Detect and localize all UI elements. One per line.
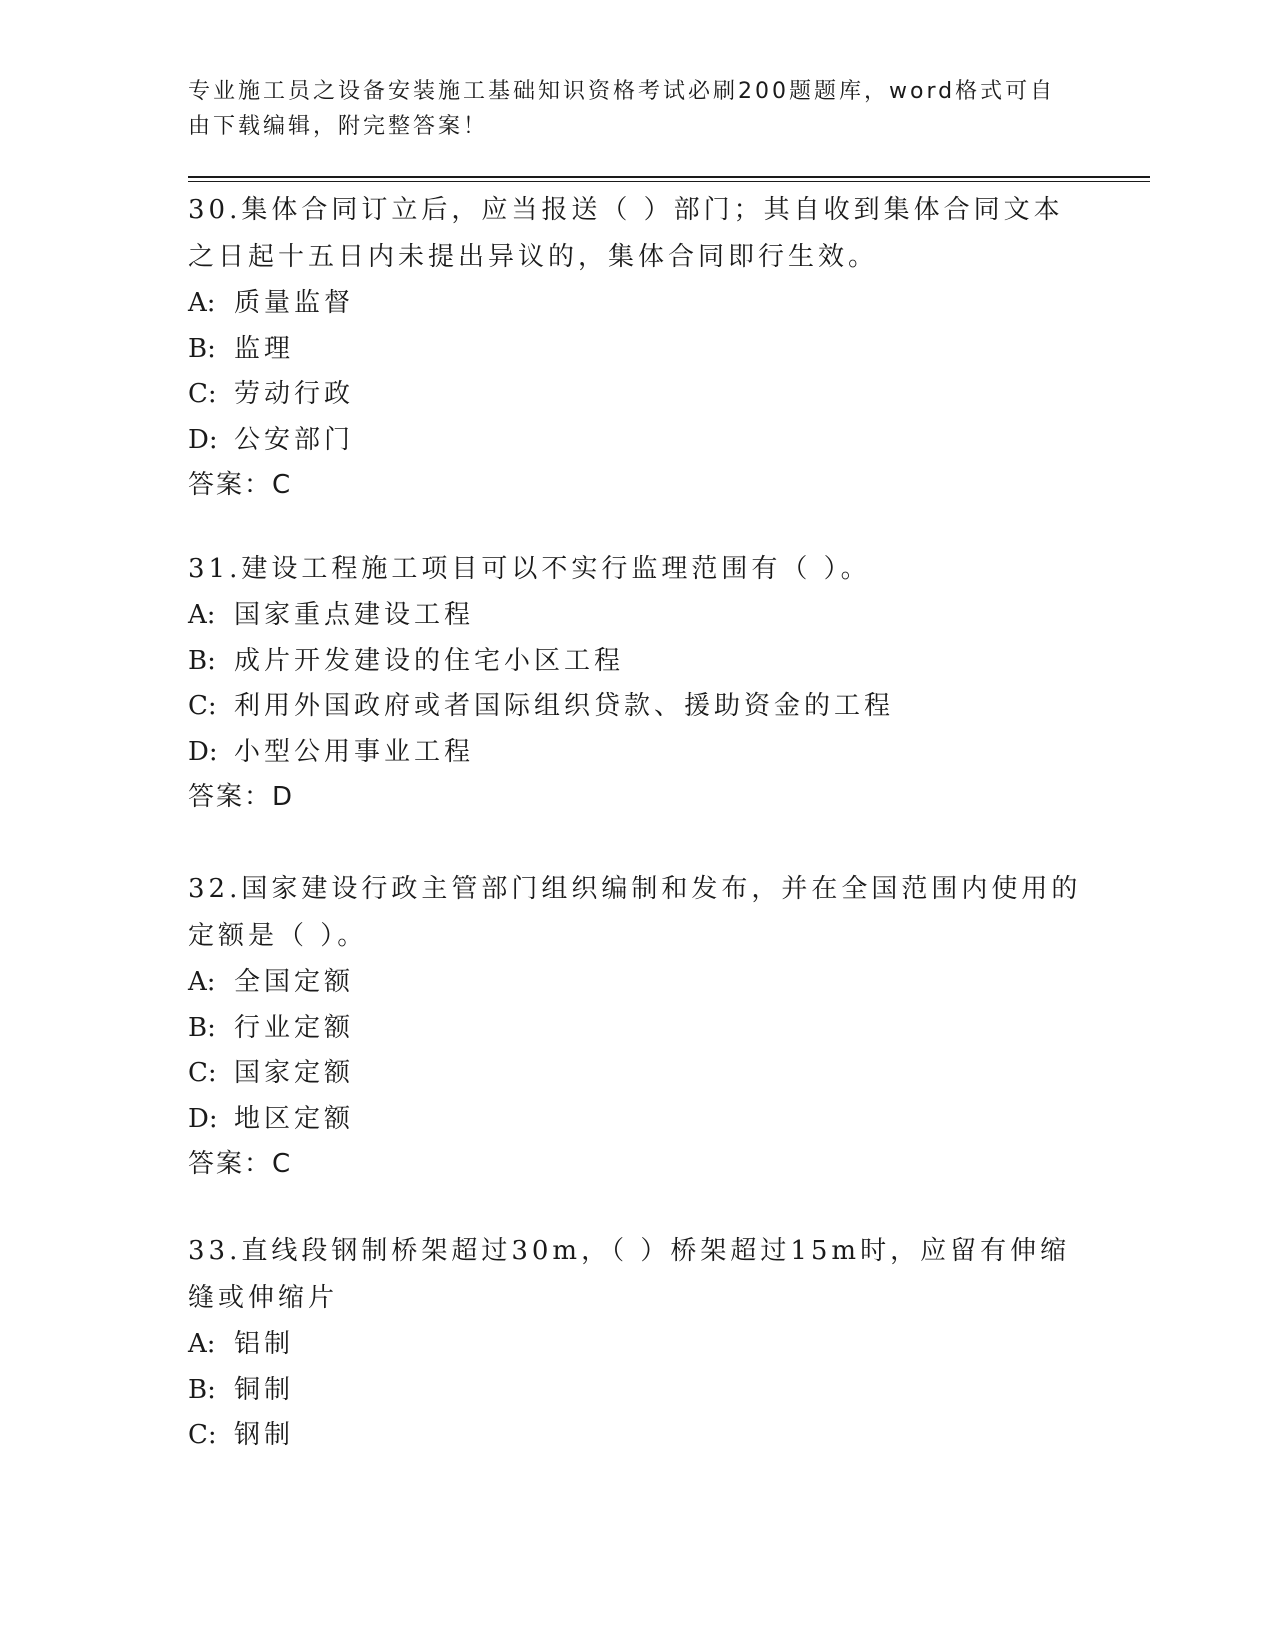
option-key: D: — [188, 1103, 218, 1134]
option-text: 监理 — [234, 333, 295, 364]
option-c — [188, 1413, 1088, 1459]
header-divider-thick — [188, 176, 1150, 178]
option-a — [188, 1322, 1088, 1368]
question-stem: 32.国家建设行政主管部门组织编制和发布，并在全国范围内使用的定额是（ ）。 — [188, 874, 1082, 951]
option-key: D: — [188, 736, 218, 767]
option-text: 铜制 — [234, 1374, 295, 1405]
question-33 — [188, 1228, 1088, 1459]
option-c — [188, 372, 1088, 418]
option-key: D: — [188, 424, 218, 455]
option-key: B: — [188, 645, 216, 676]
option-b — [188, 639, 1088, 685]
option-b — [188, 1368, 1088, 1414]
option-key: C: — [188, 1420, 217, 1450]
option-text: 公安部门 — [234, 424, 355, 455]
question-stem: 31.建设工程施工项目可以不实行监理范围有（ ）。 — [188, 554, 871, 584]
option-key: A: — [188, 288, 216, 318]
option-text: 行业定额 — [234, 1012, 355, 1043]
option-text: 钢制 — [234, 1420, 295, 1450]
answer-label: 答案：D — [188, 782, 295, 812]
option-key: A: — [188, 600, 216, 630]
option-key: B: — [188, 1012, 216, 1043]
question-stem: 33.直线段钢制桥架超过30m，（ ）桥架超过15m时，应留有伸缩缝或伸缩片 — [188, 1236, 1071, 1313]
option-b — [188, 327, 1088, 373]
option-text: 铝制 — [234, 1329, 295, 1359]
option-text: 利用外国政府或者国际组织贷款、援助资金的工程 — [234, 691, 895, 721]
question-32 — [188, 866, 1088, 1187]
document-header: 专业施工员之设备安装施工基础知识资格考试必刷200题题库，word格式可自由下载编辑，附完整答案！ — [188, 79, 1056, 139]
question-30 — [188, 187, 1088, 508]
option-d — [188, 1097, 1088, 1143]
option-a — [188, 960, 1088, 1006]
question-stem: 30.集体合同订立后，应当报送（ ）部门；其自收到集体合同文本之日起十五日内未提出异议的，集体合同即行生效。 — [188, 195, 1064, 272]
option-text: 小型公用事业工程 — [234, 736, 475, 767]
option-text: 国家定额 — [234, 1058, 355, 1088]
option-key: C: — [188, 1058, 217, 1088]
option-text: 全国定额 — [234, 967, 355, 997]
option-b — [188, 1006, 1088, 1052]
option-key: C: — [188, 691, 217, 721]
option-text: 劳动行政 — [234, 379, 355, 409]
option-text: 地区定额 — [234, 1103, 355, 1134]
option-key: B: — [188, 333, 216, 364]
option-key: A: — [188, 1329, 216, 1359]
option-c — [188, 1051, 1088, 1097]
option-text: 质量监督 — [234, 288, 355, 318]
option-d — [188, 418, 1088, 464]
option-d — [188, 730, 1088, 776]
option-key: B: — [188, 1374, 216, 1405]
option-key: C: — [188, 379, 217, 409]
option-a — [188, 281, 1088, 327]
answer-label: 答案：C — [188, 1149, 293, 1179]
option-text: 国家重点建设工程 — [234, 600, 475, 630]
question-31 — [188, 546, 1088, 820]
header-divider-thin — [188, 181, 1150, 182]
option-text: 成片开发建设的住宅小区工程 — [234, 645, 625, 676]
answer-label: 答案：C — [188, 470, 293, 500]
option-c — [188, 684, 1088, 730]
option-a — [188, 593, 1088, 639]
option-key: A: — [188, 967, 216, 997]
